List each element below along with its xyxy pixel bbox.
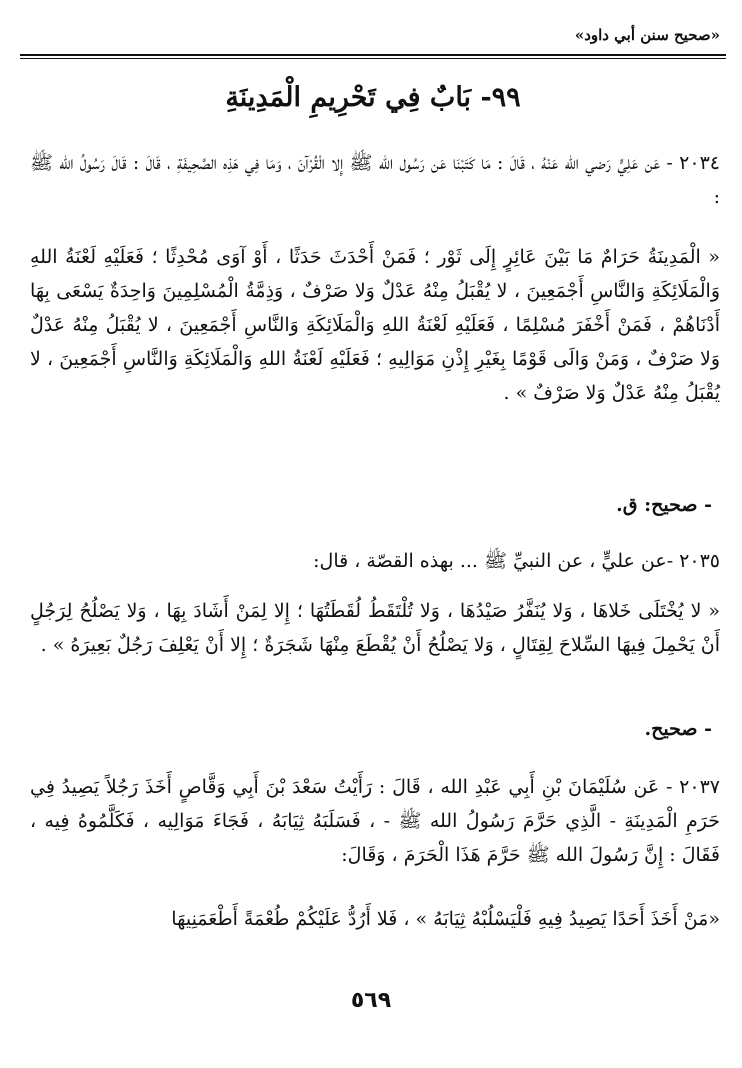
header-rule [20,54,726,56]
chapter-heading: ٩٩- بَابٌ فِي تَحْرِيمِ الْمَدِينَةِ [225,82,521,113]
hadith-2034-intro: ٢٠٣٤ - عَن عَلِيٍّ رَضي الله عَنْهُ ، قَالَ : مَا كَتَبْنَا عَن رَسُول الله ﷺ إِلا الْقُرْآنَ ، وَمَا فِي هَذِه الصَّحِيفَةِ ، قَالَ : قَالَ رَسُولُ الله ﷺ : [30,152,720,208]
page-number: ٥٦٩ [350,988,392,1013]
hadith-2035-grading: - صحيح. [644,718,712,740]
hadith-2034-grading: - صحيح: ق. [616,494,712,516]
hadith-2037-intro: ٢٠٣٧ - عَن سُلَيْمَانَ بْنِ أَبِي عَبْدِ الله ، قَالَ : رَأَيْتُ سَعْدَ بْنَ أَبِي وَقَّاصٍ أَخَذَ رَجُلاً يَصِيدُ فِي حَرَمِ الْمَدِينَةِ - الَّذِي حَرَّمَ رَسُولُ الله ﷺ - ، فَسَلَبَهُ ثِيَابَهُ ، فَجَاءَ مَوَالِيه ، فَكَلَّمُوهُ فِيه ، فَقَالَ : إِنَّ رَسُولَ الله ﷺ حَرَّمَ هَذَا الْحَرَمَ ، وَقَالَ: [30,776,720,866]
hadith-2037-text: «مَنْ أَخَذَ أَحَدًا يَصِيدُ فِيهِ فَلْيَسْلُبْهُ ثِيَابَهُ » ، فَلا أَرُدُّ عَلَيْكُمْ طُعْمَةً أَطْعَمَنِيهَا [171,908,720,930]
header-rule-thin [20,58,726,59]
hadith-2035-intro: ٢٠٣٥ -عن عليٍّ ، عن النبيِّ ﷺ ... بهذه القصّة ، قال: [313,550,720,572]
hadith-2035-text: « لا يُخْتَلَى خَلاهَا ، وَلا يُنَفَّرُ صَيْدُهَا ، وَلا تُلْتَقَطُ لُقَطَتُهَا ؛ إِلا لِمَنْ أَشَادَ بِهَا ، وَلا يَصْلُحُ لِرَجُلٍ أَنْ يَحْمِلَ فِيهَا السِّلاحَ لِقِتَالٍ ، وَلا يَصْلُحُ أَنْ يُقْطَعَ مِنْهَا شَجَرَةٌ ؛ إِلا أَنْ يَعْلِفَ رَجُلٌ بَعِيرَهُ » . [30,600,720,656]
running-title: «صحيح سنن أبي داود» [574,26,720,44]
hadith-2034-text: « الْمَدِينَةُ حَرَامٌ مَا بَيْنَ عَائِرٍ إِلَى ثَوْر ؛ فَمَنْ أَحْدَثَ حَدَثًا ، أَوْ آوَى مُحْدِثًا ؛ فَعَلَيْهِ لَعْنَةُ اللهِ وَالْمَلَائِكَةِ وَالنَّاسِ أَجْمَعِينَ ، لا يُقْبَلُ مِنْهُ عَدْلٌ وَلا صَرْفٌ ، وَذِمَّةُ الْمُسْلِمِينَ وَاحِدَةٌ يَسْعَى بِهَا أَدْنَاهُمْ ، فَمَنْ أَخْفَرَ مُسْلِمًا ، فَعَلَيْهِ لَعْنَةُ اللهِ وَالْمَلَائِكَةِ وَالنَّاسِ أَجْمَعِينَ ، لا يُقْبَلُ مِنْهُ عَدْلٌ وَلا صَرْفٌ ، وَمَنْ وَالَى قَوْمًا بِغَيْرِ إِذْنِ مَوَالِيهِ ؛ فَعَلَيْهِ لَعْنَةُ اللهِ وَالْمَلَائِكَةِ وَالنَّاسِ أَجْمَعِينَ ، لا يُقْبَلُ مِنْهُ عَدْلٌ وَلا صَرْفٌ » . [30,246,720,404]
